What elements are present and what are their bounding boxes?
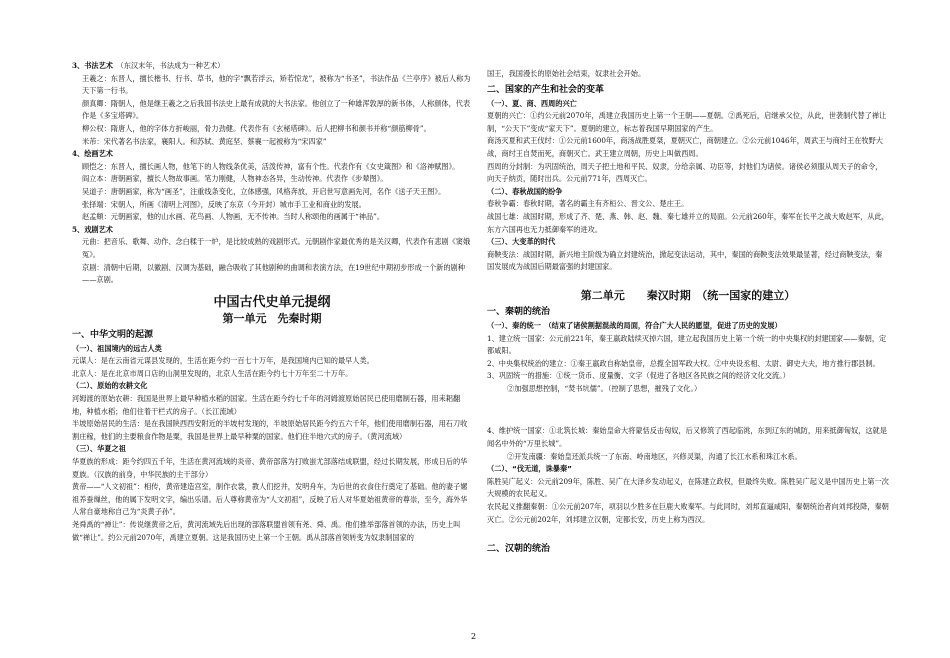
yuanqu-entry: 元曲：把音乐、歌舞、动作、念白糅于一炉，是比较成熟的戏剧形式。元朝剧作家最优秀的是关汉卿，代表作有悲剧《窦娥冤》。 [82,237,471,259]
left-column [72,60,472,544]
unit2-title: 第二单元 秦汉时期 （统一国家的建立） [580,288,796,302]
calligraphy-heading: 3、书法艺术 （东汉末年，书法成为一种艺术） [72,61,225,70]
main-title: 中国古代史单元提纲 [213,294,331,310]
subsection-fall-of-qin: （二）、“伐无道，诛暴秦” [487,464,572,474]
spacer [487,526,889,540]
yanliben-entry: 阎立本：唐朝画家，擅长人物故事画。笔力刚健，人物神态各异，生动传神。代表作《步辇图》。 [82,174,388,184]
subsection-farming: （二）、原始的农耕文化 [72,381,148,391]
page-number: 2 [471,632,477,641]
subsection-xia-shang-zhou: （一）、夏、商、西周的兴亡 [487,98,577,108]
yanzhenqing-entry: 颜真卿：隋朝人，他是继王羲之之后我国书法史上最有成就的大书法家。他创立了一种雄浑敦厚的新书体，人称颜体，代表作是《多宝塔碑》。 [82,98,471,121]
zhangzeduan-entry: 张择端：宋朝人，所画《清明上河图》，反映了东京（今开封）城市手工业和商业的发展。 [82,199,366,209]
section-state-heading: 二、国家的产生和社会的变革 [487,84,605,95]
xia-entry: 夏朝的兴亡：①约公元前2070年，禹建立我国历史上第一个王朝——夏朝。②禹死后，启继承父位，从此，世袭制代替了禅让制，“公天下”变成“家天下”。夏朝的建立，标志着我国早期国家的产生。 [487,111,887,133]
zhanguo-entry: 战国七雄：战国时期，形成了齐、楚、燕、韩、赵、魏、秦七雄并立的局面。公元前260年，秦军在长平之战大败赵军，从此，东方六国再也无力抵御秦军的进攻。 [487,211,889,234]
fenfeng-entry: 西周的分封制：为巩固统治，周天子把土地和平民、奴隶，分给亲属、功臣等，封他们为诸侯。诸侯必须服从周天子的命令，向天子纳贡，随时出兵。公元前771年，西周灭亡。 [487,161,883,184]
chunqiu-entry: 春秋争霸：春秋时期，著名的霸主有齐桓公、晋文公、楚庄王。 [487,199,689,209]
painting-heading: 4、绘画艺术 [72,149,113,159]
huaxia-entry: 华夏族的形成：距今约四五千年，生活在黄河流域的炎帝、黄帝部落为打败蚩尤部落结成联盟，经过长期发展，形成日后的华夏族。（汉族的前身，中华民族的主干部分） [72,457,468,479]
right-column [487,68,889,557]
gukaizhi-entry: 顾恺之：东晋人，擅长画人物，他笔下的人物线条优美，活泼传神，富有个性。代表作有《女史箴图》和《洛神赋图》。 [82,161,460,171]
spacer [487,274,889,288]
chensheng-entry: 陈胜吴广起义：公元前209年，陈胜、吴广在大泽乡发动起义，在陈建立政权，但最终失败。陈胜吴广起义是中国历史上第一次大规模的农民起义。 [487,476,889,499]
jingju-entry: 京剧：清朝中后期，以徽剧、汉调为基础，融合吸收了其他剧种的曲调和表演方法，在19世纪中期初步形成一个新的剧种——京剧。 [82,262,465,285]
wudaozi-entry: 吴道子：唐朝画家，称为“画圣”，注重线条变化，立体感强，风格奔放，开启世写意画先河，名作《送子天王图》。 [82,186,446,196]
unit1-title: 第一单元 先秦时期 [222,311,322,325]
qin-point-4: 4、维护统一国家：①北筑长城：秦始皇命大将蒙恬反击匈奴，后又修筑了西起临洮，东到辽东的城防，用来抵御匈奴，这就是闻名中外的“万里长城”。 [487,426,887,449]
mifu-entry: 米芾：宋代著名书法家，襄阳人。和苏轼、黄庭坚、蔡襄一起被称为“宋四家” [82,136,327,146]
shanrang-entry: 尧舜禹的“禅让”：传说继黄帝之后，黄河流域先后出现的部落联盟首领有尧、舜、禹。他们推举部落首领的办法，历史上叫做“禅让”。约公元前2070年，禹建立夏朝。这是我国历史上第一个王朝。禹从部落首领转变为奴隶制国家的 [72,520,461,542]
chuhan-entry: 农民起义推翻秦朝：①公元前207年，项羽以少胜多在巨鹿大败秦军。与此同时，刘邦直逼咸阳，秦朝统治者向刘邦投降，秦朝灭亡。②公元前202年，刘邦建立汉朝，定都长安，历史上称为西汉。 [487,502,889,524]
wangxizhi-entry: 王羲之：东晋人，擅长楷书、行书、草书，他的字“飘若浮云，矫若惊龙”，被称为“书圣”，书法作品《兰亭序》被后人称为天下第一行书。 [82,73,471,96]
qin-point-2: 2、中央集权统治的建立：①秦王嬴政自称始皇帝，总揽全国军政大权。②中央设丞相、太尉、御史大夫，地方推行郡县制。 [487,358,880,368]
hemudu-entry: 河姆渡的原始农耕：我国是世界上最早种植水稻的国家。生活在距今约七千年的河姆渡原始居民已使用磨制石器，用耒耜翻地，种植水稻；他们住着干栏式的房子。（长江流域） [72,394,461,416]
subsection-huaxia: （三）、华夏之祖 [72,444,126,454]
banpo-entry: 半坡原始居民的生活：是在我国陕西西安附近的半坡村发现的，半坡原始居民距今约五六千年，他们使用磨制石器，用石刀收割庄稼，他们的主要粮食作物是粟，我国是世界上最早种粟的国家。他们住半地穴式的房子。（黄河流域） [72,419,468,441]
subsection-ancient-humans: （一）、祖国境内的远古人类 [72,343,162,353]
qin-point-3: 3、巩固统一的措施：①统一货币、度量衡、文字（促进了各地区各民族之间的经济文化交流。） [487,371,790,381]
yuanmou-entry: 元谋人：是在云南省元谋县发现的，生活在距今约一百七十万年，是我国境内已知的最早人类。 [72,356,374,366]
section-qin-heading: 一、秦朝的统治 [487,306,551,317]
liugongquan-entry: 柳公权：隋唐人，他的字体方折峻丽，骨力劲健。代表作有《玄秘塔碑》。后人把柳书和颜书并称“颜筋柳骨”。 [82,123,431,133]
subsection-spring-autumn: （二）、春秋战国的纷争 [487,186,563,196]
qin-point-3b: ②加强思想控制，“焚书坑儒”。（控制了思想，摧残了文化。） [507,383,702,393]
qin-point-4b: ②开发南疆：秦始皇还派兵统一了东南、岭南地区，兴修灵渠，沟通了长江水系和珠江水系。 [507,451,802,461]
zhaomengfu-entry: 赵孟頫：元朝画家，他的山水画、花鸟画、人物画，无不传神。当时人称颂他的画属于“神品”。 [82,212,385,222]
qin-point-1: 1、建立统一国家：公元前221年，秦王嬴政陆续灭掉六国，建立起我国历史上第一个统一的中央集权的封建国家——秦朝，定都咸阳。 [487,333,887,356]
huangdi-entry: 黄帝——“人文初祖”：相传，黄帝建造宫室，制作衣裳，教人们挖井，发明舟车，为后世的衣食住行奠定了基础。他的妻子嫘祖养蚕缫丝，他的属下发明文字，编出乐谱。后人尊称黄帝为“人文初祖”，反映了后人对华夏始祖黄帝的尊崇，至今，海外华人常自豪地称自己为“炎黄子孙”。 [72,482,468,517]
subsection-qin-unification: （一）、秦的统一 （结束了诸侯割据混战的局面，符合广大人民的愿望，促进了历史的发展） [487,320,782,330]
beijing-man-entry: 北京人：是在北京市周口店的山洞里发现的，北京人生活在距今约七十万年至二十万年。 [72,368,353,378]
continued-line: 国王，我国漫长的原始社会结束，奴隶社会开始。 [487,69,646,78]
section-han-heading: 二、汉朝的统治 [487,544,551,555]
spacer [487,395,889,425]
shang-entry: 商汤灭夏和武王伐纣：①公元前1600年，商汤战胜夏桀，夏朝灭亡，商朝建立。②公元前1046年，周武王与商纣王在牧野大战，商纣王自焚而死，商朝灭亡。武王建立周朝，历史上叫做西周。 [487,136,883,158]
drama-heading: 5、戏剧艺术 [72,224,113,234]
shangyang-entry: 商鞅变法：战国时期，新兴地主阶级为确立封建统治，掀起变法运动，其中，秦国的商鞅变法效果最显著，经过商鞅变法，秦国发展成为战国后期最富强的封建国家。 [487,249,883,272]
subsection-reform: （三）、大变革的时代 [487,237,556,247]
section-origin-heading: 一、中华文明的起源 [72,329,154,340]
